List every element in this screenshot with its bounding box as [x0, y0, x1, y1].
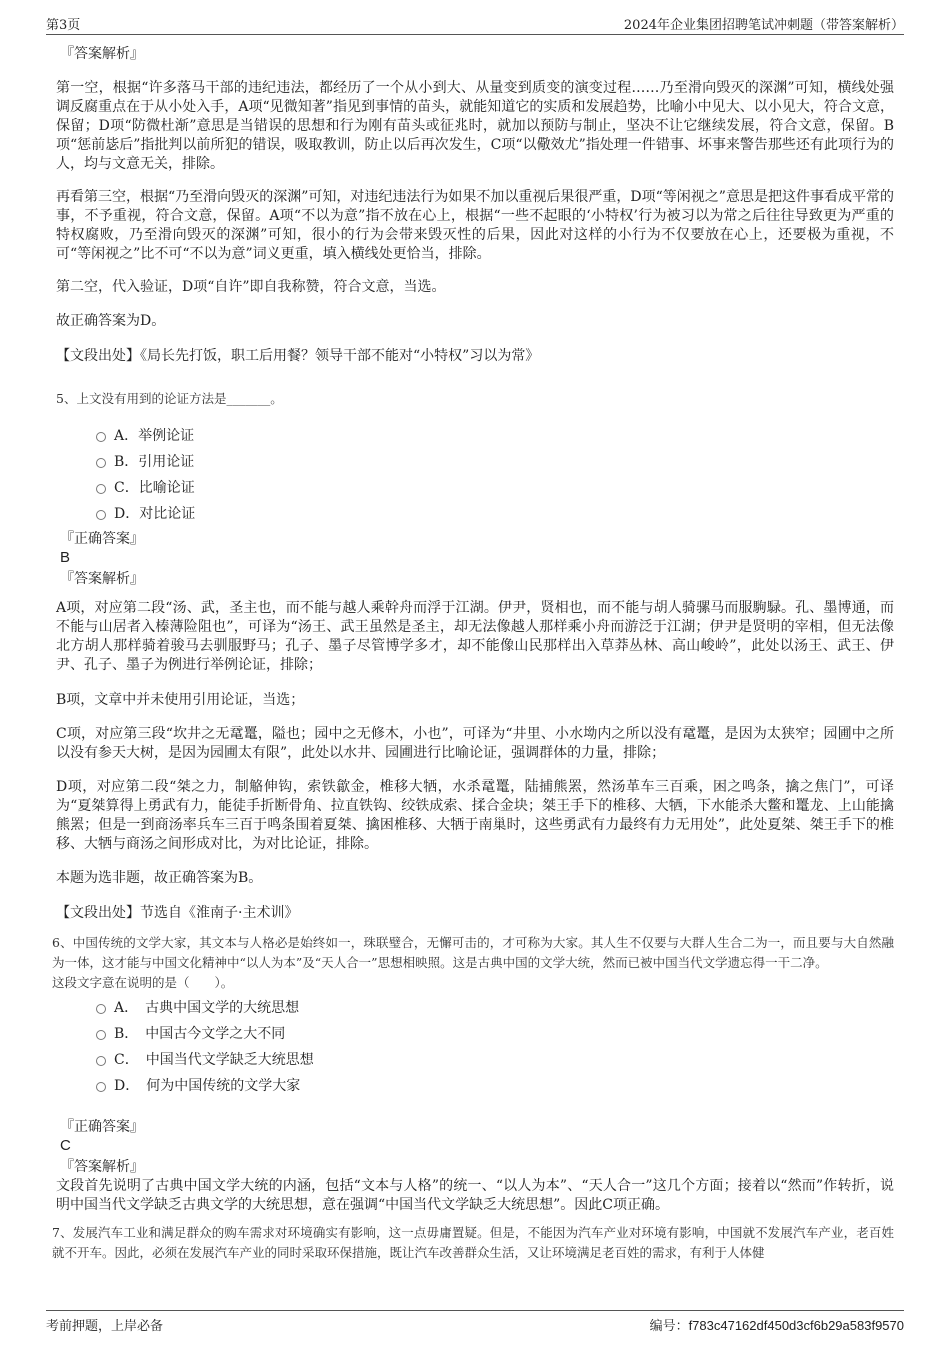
option-label: D． 何为中国传统的文学大家	[114, 1078, 301, 1094]
document-code: 编号：f783c47162df450d3cf6b29a583f9570	[649, 1318, 904, 1333]
question-7	[52, 1223, 894, 1263]
question-6	[52, 933, 894, 1215]
page-header	[46, 12, 904, 35]
option-b[interactable]	[94, 1021, 894, 1047]
q4-analysis-section	[56, 44, 894, 366]
option-label: D．对比论证	[114, 506, 196, 522]
radio-icon[interactable]	[96, 1030, 106, 1040]
option-label: B． 中国古今文学之大不同	[114, 1026, 286, 1042]
question-text: 这段文字意在说明的是（ ）。	[52, 975, 234, 990]
option-c[interactable]	[94, 1047, 894, 1073]
analysis-paragraph: C项，对应第三段“坎井之无鼋鼍，隘也；园中之无修木，小也”，可译为“井里、小水坳内之所以没有鼋鼍，是因为太狭窄；园圃中之所以没有参天大树，是因为园圃太有限”，此处以水井、园圃进行比喻论证，强调群体的力量，排除；	[56, 726, 894, 761]
question-passage: 6、中国传统的文学大家，其文本与人格必是始终如一，珠联璧合，无懈可击的，才可称为大家。其人生不仅要与大群人生合二为一，而且要与大自然融为一体，这才能与中国文化精神中“以人为本”及“天人合一”思想相映照。这是古典中国的文学大统，然而已被中国当代文学遗忘得一干二净。	[52, 935, 894, 970]
correct-answer-heading: 『正确答案』	[60, 1119, 144, 1135]
option-a[interactable]	[94, 423, 894, 449]
analysis-paragraph: 第二空，代入验证，D项“自许”即自我称赞，符合文意，当选。	[56, 279, 446, 295]
radio-icon[interactable]	[96, 1056, 106, 1066]
question-text: 5、上文没有用到的论证方法是_______。	[56, 391, 283, 406]
option-label: C．比喻论证	[114, 480, 195, 496]
analysis-paragraph: 第一空，根据“许多落马干部的违纪违法，都经历了一个从小到大、从量变到质变的演变过程……乃至滑向毁灭的深渊”可知，横线处强调反腐重点在于从小处入手，A项“见微知著”指见到事情的苗头，就能知道它的实质和发展趋势，比喻小中见大、以小见大，符合文意，保留；D项“防微杜渐”意思是当错误的思想和行为刚有苗头或征兆时，就加以预防与制止，坚决不让它继续发展，符合文意，保留。B项“惩前毖后”指批判以前所犯的错误，吸取教训，防止以后再次发生，C项“以儆效尤”指处理一件错事、坏事来警告那些还有此项行为的人，均与文意无关，排除。	[56, 80, 894, 172]
option-label: B．引用论证	[114, 454, 195, 470]
analysis-paragraph: 文段首先说明了古典中国文学大统的内涵，包括“文本与人格”的统一、“以人为本”、“天人合一”这几个方面；接着以“然而”作转折，说明中国当代文学缺乏古典文学的大统思想，意在强调“中国当代文学缺乏大统思想”。因此C项正确。	[56, 1178, 894, 1213]
footer-slogan: 考前押题，上岸必备	[46, 1319, 164, 1334]
options-list	[56, 995, 894, 1099]
source-citation: 【文段出处】节选自《淮南子·主术训》	[56, 905, 299, 921]
analysis-heading: 『答案解析』	[60, 46, 144, 62]
option-b[interactable]	[94, 449, 894, 475]
option-label: A． 古典中国文学的大统思想	[114, 1000, 300, 1016]
correct-answer: B	[60, 549, 71, 566]
question-5	[56, 389, 894, 923]
correct-answer-heading: 『正确答案』	[60, 531, 144, 547]
analysis-heading: 『答案解析』	[60, 1159, 144, 1175]
source-citation: 【文段出处】《局长先打饭，职工后用餐？领导干部不能对“小特权”习以为常》	[56, 348, 540, 364]
radio-icon[interactable]	[96, 484, 106, 494]
document-title: 2024年企业集团招聘笔试冲刺题（带答案解析）	[623, 18, 904, 33]
page-content	[52, 44, 894, 1263]
analysis-heading: 『答案解析』	[60, 571, 144, 587]
radio-icon[interactable]	[96, 510, 106, 520]
radio-icon[interactable]	[96, 1082, 106, 1092]
analysis-paragraph: 再看第三空，根据“乃至滑向毁灭的深渊”可知，对违纪违法行为如果不加以重视后果很严重，D项“等闲视之”意思是把这件事看成平常的事，不予重视，符合文意，保留。A项“不以为意”指不放在心上，根据“一些不起眼的‘小特权’行为被习以为常之后往往导致更为严重的特权腐败，乃至滑向毁灭的深渊”可知，很小的行为会带来毁灭性的后果，因此对这样的小行为不仅要放在心上，还要极为重视，不可“等闲视之”比不可“不以为意”词义更重，填入横线处更恰当，排除。	[56, 189, 894, 262]
option-d[interactable]	[94, 1073, 894, 1099]
analysis-paragraph: B项，文章中并未使用引用论证，当选；	[56, 692, 305, 708]
options-list	[56, 423, 894, 527]
option-d[interactable]	[94, 501, 894, 527]
analysis-paragraph: A项，对应第二段“汤、武，圣主也，而不能与越人乘幹舟而浮于江湖。伊尹，贤相也，而不能与胡人骑骡马而服駒騄。孔、墨博通，而不能与山居者入榛薄险阻也”，可译为“汤王、武王虽然是圣主，却无法像越人那样乘小舟而游泛于江湖；伊尹是贤明的宰相，但无法像北方胡人那样骑着骏马去驯服野马；孔子、墨子尽管博学多才，却不能像山民那样出入草莽丛林、高山峻岭”，此处以汤王、武王、伊尹、孔子、墨子为例进行举例论证，排除；	[56, 600, 894, 673]
option-a[interactable]	[94, 995, 894, 1021]
page-number-label: 第3页	[46, 18, 81, 33]
option-label: A．举例论证	[114, 428, 195, 444]
analysis-conclusion: 故正确答案为D。	[56, 313, 166, 329]
radio-icon[interactable]	[96, 432, 106, 442]
analysis-conclusion: 本题为选非题，故正确答案为B。	[56, 870, 263, 886]
analysis-paragraph: D项，对应第二段“桀之力，制觡伸钩，索铁歙金，椎移大牺，水杀鼋鼍，陆捕熊罴，然汤革车三百乘，困之鸣条，擒之焦门”，可译为“夏桀算得上勇武有力，能徒手折断骨角、拉直铁钩、绞铁成索、揉合金块；桀王手下的椎移、大牺，下水能杀大鳖和鼍龙、上山能擒熊罴；但是一到商汤率兵车三百于鸣条围着夏桀、擒困椎移、大牺于南巢时，这些勇武有力最终有力无用处”，此处夏桀、桀王手下的椎移、大牺与商汤之间形成对比，为对比论证，排除。	[56, 779, 894, 852]
option-label: C． 中国当代文学缺乏大统思想	[114, 1052, 314, 1068]
radio-icon[interactable]	[96, 1004, 106, 1014]
option-c[interactable]	[94, 475, 894, 501]
correct-answer: C	[60, 1137, 71, 1154]
question-passage: 7、发展汽车工业和满足群众的购车需求对环境确实有影响，这一点毋庸置疑。但是，不能因为汽车产业对环境有影响，中国就不发展汽车产业，老百姓就不开车。因此，必须在发展汽车产业的同时采取环保措施，既让汽车改善群众生活，又让环境满足老百姓的需求，有利于人体健	[52, 1225, 894, 1260]
radio-icon[interactable]	[96, 458, 106, 468]
page-footer	[46, 1310, 904, 1333]
